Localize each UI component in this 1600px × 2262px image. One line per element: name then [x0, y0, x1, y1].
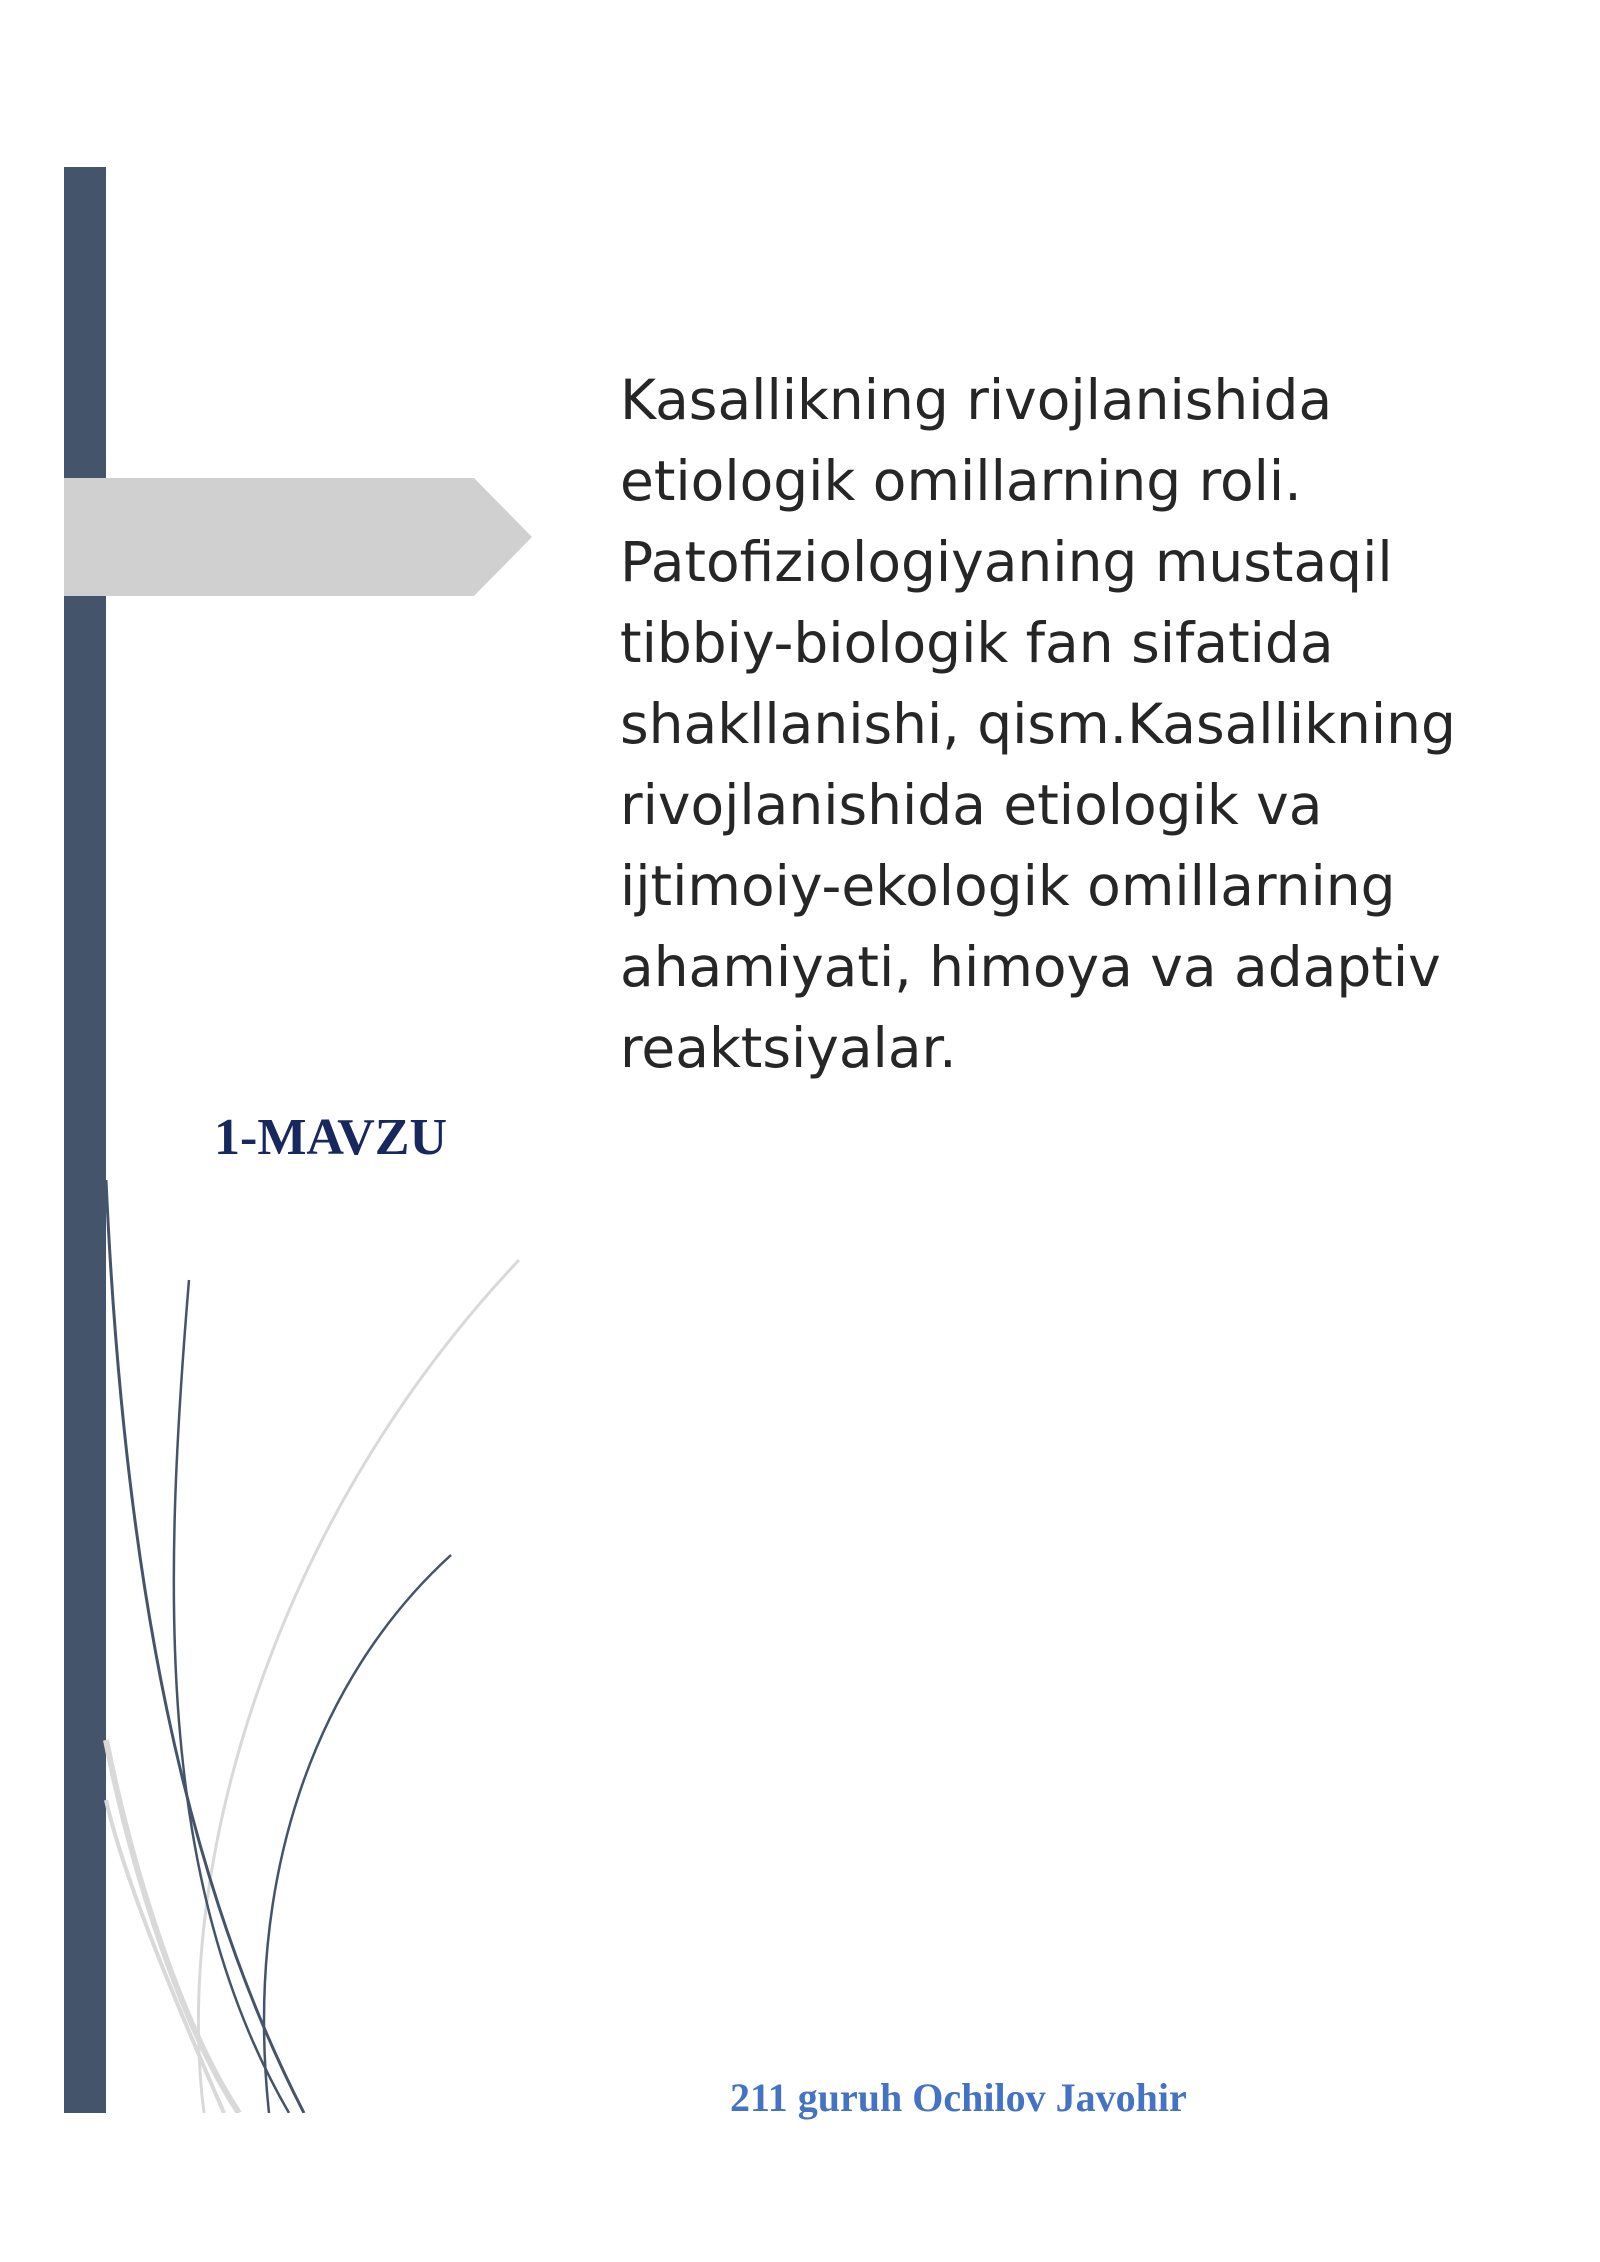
document-title: Kasallikning rivojlanishida etiologik omillarning roli. Patofiziologiyaning mustaqil tibbiy-biologik fan sifatida shakllanishi, qism.Kasallikning rivojlanishida etiologik va ijtimoiy-ekologik omillarning ahamiyati, himoya va adaptiv reaktsiyalar. — [620, 368, 1456, 1080]
decorative-curve-light — [106, 1740, 239, 2113]
decorative-curve-dark — [174, 1280, 289, 2113]
decorative-curve-dark — [264, 1555, 451, 2113]
decorative-curves — [64, 1180, 544, 2113]
topic-label: 1-MAVZU — [214, 1109, 448, 1166]
author-line: 211 guruh Ochilov Javohir — [730, 2075, 1187, 2120]
decorative-arrow-banner — [64, 478, 532, 596]
